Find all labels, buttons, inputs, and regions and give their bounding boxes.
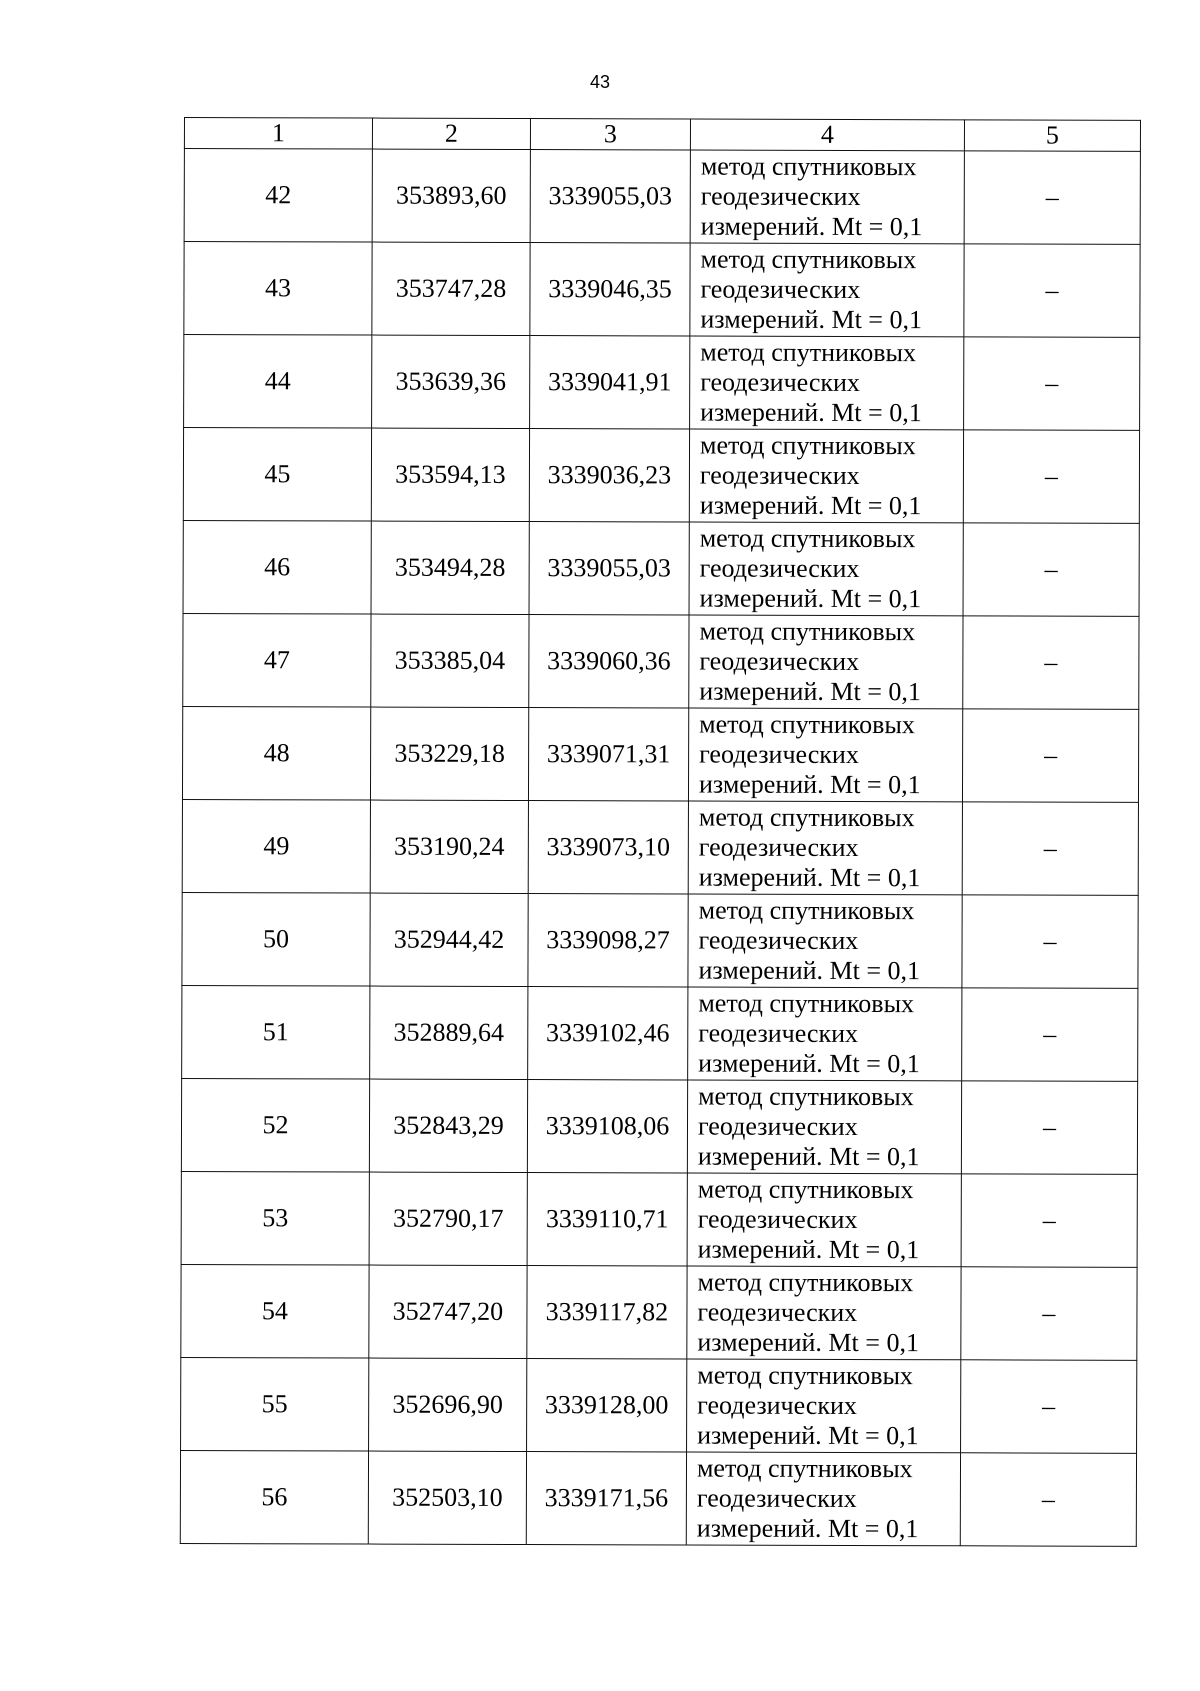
method-line: геодезических	[700, 181, 861, 212]
method-cell	[690, 336, 964, 430]
y-coordinate-cell: 3339036,23	[529, 429, 689, 522]
method-line: измерений. Mt = 0,1	[699, 676, 921, 707]
method-cell	[687, 1359, 961, 1453]
method-line: геодезических	[698, 925, 859, 956]
method-line: метод спутниковых	[698, 988, 915, 1019]
x-coordinate-cell: 352944,42	[370, 893, 528, 986]
header-row	[184, 118, 1140, 152]
point-number-cell: 48	[182, 706, 370, 800]
method-cell	[689, 615, 963, 709]
x-coordinate-cell: 353747,28	[372, 242, 530, 335]
table-header	[184, 118, 1140, 152]
y-coordinate-cell: 3339171,56	[526, 1452, 686, 1545]
page-number: 43	[589, 72, 611, 92]
method-cell	[689, 522, 963, 616]
method-line: метод спутниковых	[697, 1174, 914, 1205]
table-row	[182, 985, 1138, 1081]
y-coordinate-cell: 3339060,36	[529, 615, 689, 708]
y-coordinate-cell: 3339055,03	[530, 150, 690, 243]
table-row	[181, 1078, 1137, 1174]
method-cell	[689, 429, 963, 523]
y-coordinate-cell: 3339128,00	[527, 1359, 687, 1452]
point-number-cell: 42	[184, 149, 372, 243]
table-row	[183, 520, 1139, 616]
note-cell: –	[961, 1174, 1137, 1268]
method-cell	[688, 801, 962, 895]
table-row	[184, 335, 1140, 431]
point-number-cell: 50	[182, 892, 370, 986]
method-cell	[688, 987, 962, 1081]
table-row	[183, 613, 1139, 709]
table-row	[182, 799, 1138, 895]
x-coordinate-cell: 352747,20	[369, 1265, 527, 1358]
note-cell: –	[962, 802, 1138, 896]
point-number-cell: 56	[180, 1450, 368, 1544]
method-line: измерений. Mt = 0,1	[697, 1234, 920, 1265]
method-line: измерений. Mt = 0,1	[699, 583, 922, 614]
table-row	[180, 1450, 1136, 1546]
y-coordinate-cell: 3339117,82	[527, 1266, 687, 1359]
method-cell	[687, 1080, 961, 1174]
note-cell: –	[963, 430, 1139, 524]
method-line: метод спутниковых	[696, 1453, 913, 1484]
method-line: метод спутниковых	[699, 709, 915, 740]
table-row	[181, 1264, 1137, 1360]
x-coordinate-cell: 352503,10	[368, 1451, 526, 1544]
x-coordinate-cell: 353229,18	[370, 707, 528, 800]
note-cell: –	[961, 1267, 1137, 1361]
method-line: геодезических	[698, 1018, 859, 1049]
method-line: метод спутниковых	[698, 802, 915, 833]
method-line: измерений. Mt = 0,1	[697, 1420, 919, 1451]
y-coordinate-cell: 3339055,03	[529, 522, 689, 615]
method-line: измерений. Mt = 0,1	[697, 1141, 920, 1172]
y-coordinate-cell: 3339102,46	[528, 987, 688, 1080]
method-line: измерений. Mt = 0,1	[698, 769, 921, 800]
method-line: геодезических	[699, 739, 859, 770]
header-col-2: 2	[372, 118, 530, 149]
table-row	[181, 1357, 1137, 1453]
point-number-cell: 52	[181, 1078, 369, 1172]
point-number-cell: 55	[181, 1357, 369, 1451]
x-coordinate-cell: 353594,13	[371, 428, 529, 521]
method-cell	[686, 1452, 960, 1546]
point-number-cell: 49	[182, 799, 370, 893]
point-number-cell: 47	[183, 613, 371, 707]
note-cell: –	[964, 337, 1140, 431]
note-cell: –	[962, 895, 1138, 989]
method-line: метод спутниковых	[698, 1081, 914, 1112]
y-coordinate-cell: 3339071,31	[528, 708, 688, 801]
x-coordinate-cell: 353494,28	[371, 521, 529, 614]
header-col-4: 4	[690, 119, 964, 151]
method-line: метод спутниковых	[699, 430, 916, 461]
method-line: метод спутниковых	[698, 895, 915, 926]
table-row	[183, 428, 1139, 524]
method-line: метод спутниковых	[700, 151, 917, 182]
method-line: геодезических	[699, 553, 860, 584]
table-body	[180, 149, 1140, 1547]
y-coordinate-cell: 3339073,10	[528, 801, 688, 894]
y-coordinate-cell: 3339041,91	[530, 336, 690, 429]
note-cell: –	[962, 709, 1138, 803]
x-coordinate-cell: 353190,24	[370, 800, 528, 893]
method-line: геодезических	[697, 1390, 857, 1421]
method-line: измерений. Mt = 0,1	[700, 211, 923, 242]
x-coordinate-cell: 352790,17	[369, 1172, 527, 1265]
method-line: геодезических	[697, 1204, 858, 1235]
note-cell: –	[963, 523, 1139, 617]
method-line: геодезических	[696, 1483, 857, 1514]
method-line: измерений. Mt = 0,1	[700, 397, 922, 428]
method-line: метод спутниковых	[697, 1360, 914, 1391]
note-cell: –	[962, 988, 1138, 1082]
method-line: измерений. Mt = 0,1	[698, 862, 921, 893]
method-cell	[688, 894, 962, 988]
point-number-cell: 51	[182, 985, 370, 1079]
method-line: метод спутниковых	[699, 616, 916, 647]
method-line: измерений. Mt = 0,1	[698, 1048, 920, 1079]
method-line: метод спутниковых	[700, 337, 917, 368]
y-coordinate-cell: 3339108,06	[527, 1080, 687, 1173]
method-cell	[687, 1173, 961, 1267]
x-coordinate-cell: 353639,36	[372, 335, 530, 428]
table-row	[181, 1171, 1137, 1267]
y-coordinate-cell: 3339046,35	[530, 243, 690, 336]
table-row	[184, 242, 1140, 338]
header-col-3: 3	[530, 119, 690, 150]
note-cell: –	[961, 1360, 1137, 1454]
y-coordinate-cell: 3339098,27	[528, 894, 688, 987]
coordinates-table	[180, 117, 1141, 1547]
note-cell: –	[964, 151, 1140, 245]
method-line: метод спутниковых	[700, 244, 917, 275]
method-line: геодезических	[698, 832, 859, 863]
x-coordinate-cell: 352696,90	[369, 1358, 527, 1451]
point-number-cell: 44	[184, 335, 372, 429]
y-coordinate-cell: 3339110,71	[527, 1173, 687, 1266]
method-line: измерений. Mt = 0,1	[700, 304, 923, 335]
method-line: геодезических	[697, 1297, 858, 1328]
method-line: геодезических	[699, 460, 860, 491]
point-number-cell: 45	[183, 428, 371, 522]
x-coordinate-cell: 352843,29	[369, 1079, 527, 1172]
method-cell	[690, 150, 964, 244]
table-row	[182, 706, 1138, 802]
point-number-cell: 43	[184, 242, 372, 336]
method-cell	[688, 708, 962, 802]
method-cell	[690, 243, 964, 337]
x-coordinate-cell: 352889,64	[370, 986, 528, 1079]
header-col-1: 1	[184, 118, 372, 150]
method-line: метод спутниковых	[699, 523, 916, 554]
method-line: измерений. Mt = 0,1	[697, 1327, 920, 1358]
method-line: геодезических	[699, 646, 860, 677]
note-cell: –	[961, 1081, 1137, 1175]
note-cell: –	[960, 1453, 1136, 1547]
method-line: геодезических	[700, 367, 860, 398]
method-line: геодезических	[697, 1111, 858, 1142]
point-number-cell: 54	[181, 1264, 369, 1358]
note-cell: –	[963, 616, 1139, 710]
point-number-cell: 53	[181, 1171, 369, 1265]
method-line: измерений. Mt = 0,1	[699, 490, 922, 521]
method-line: метод спутниковых	[697, 1267, 914, 1298]
x-coordinate-cell: 353385,04	[371, 614, 529, 707]
note-cell: –	[964, 244, 1140, 338]
x-coordinate-cell: 353893,60	[372, 149, 530, 242]
table-row	[184, 149, 1140, 245]
method-line: измерений. Mt = 0,1	[698, 955, 921, 986]
header-col-5: 5	[964, 120, 1140, 152]
table-row	[182, 892, 1138, 988]
method-cell	[687, 1266, 961, 1360]
method-line: геодезических	[700, 274, 861, 305]
point-number-cell: 46	[183, 520, 371, 614]
method-line: измерений. Mt = 0,1	[696, 1513, 919, 1544]
